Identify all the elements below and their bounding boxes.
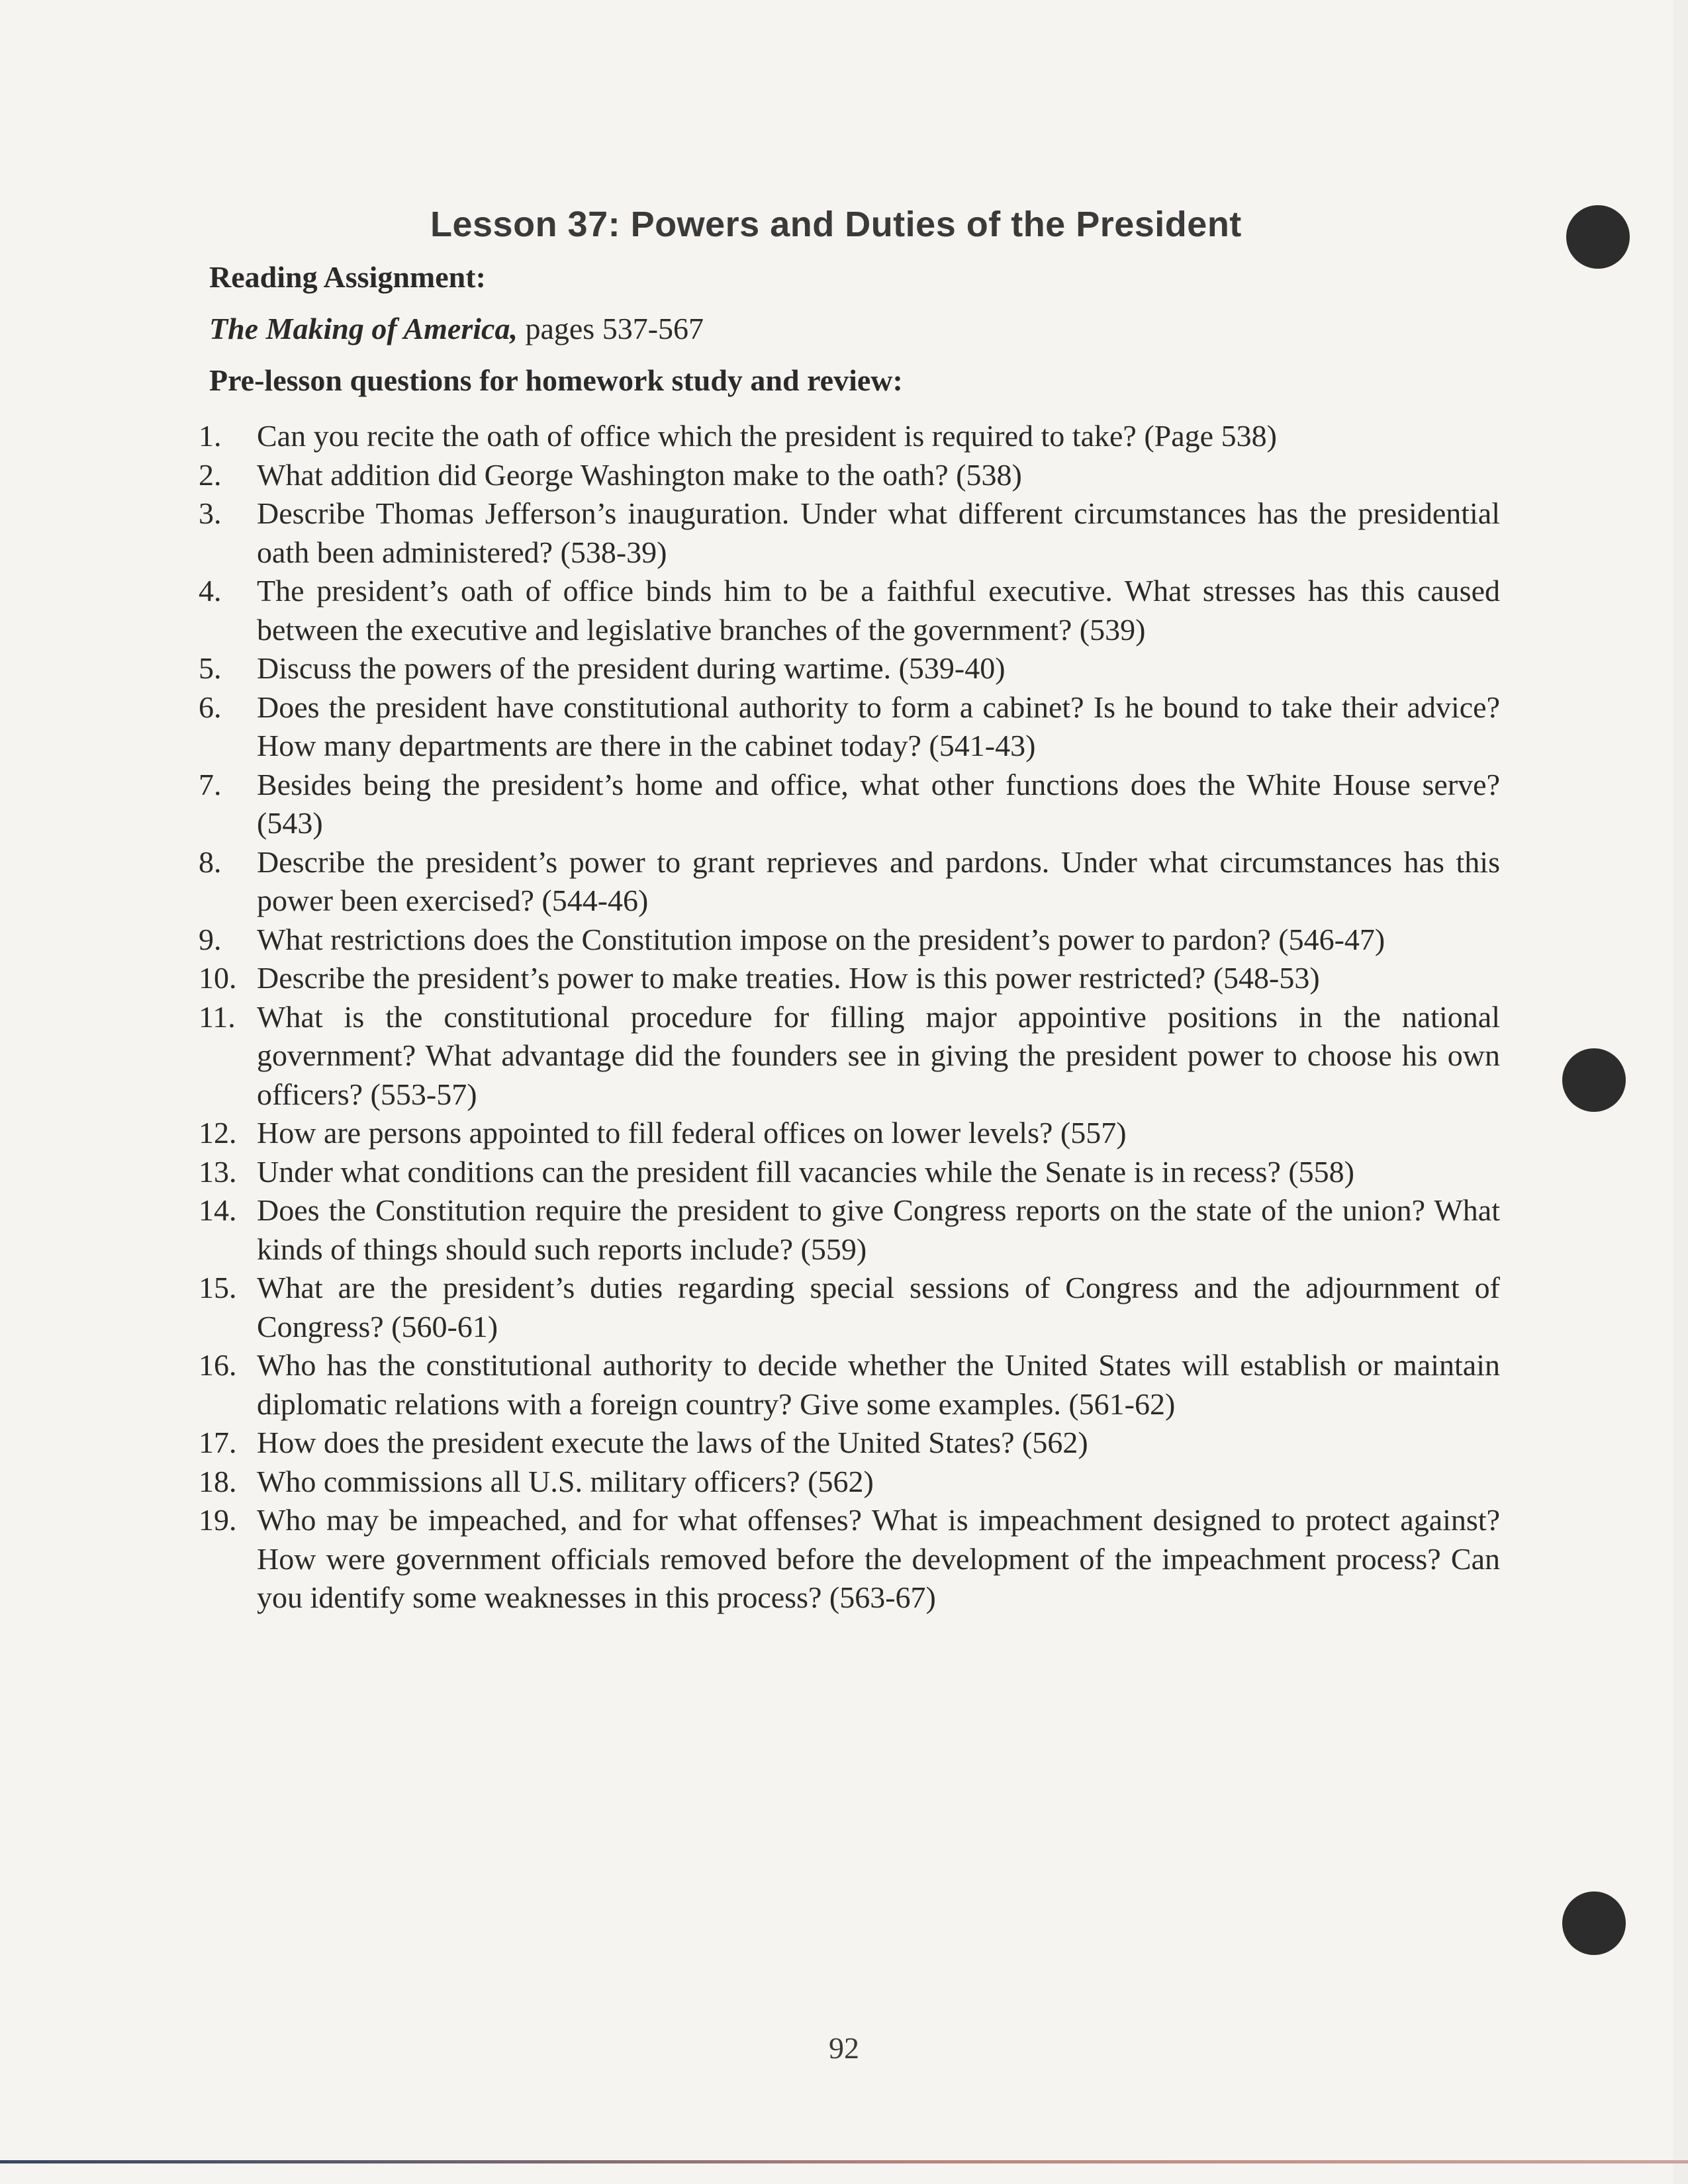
reading-assignment-heading: Reading Assignment:	[209, 260, 486, 294]
question-item	[199, 1269, 1500, 1346]
question-item	[199, 494, 1500, 572]
question-number: 6.	[199, 690, 222, 724]
question-item	[199, 688, 1500, 766]
question-item	[199, 572, 1500, 649]
question-item	[199, 959, 1500, 998]
question-text: Who may be impeached, and for what offenses? What is impeachment designed to protect against? How were government officials removed before the development of the impeachment process? Can you identify some weaknesses in this process? (563-67)	[257, 1503, 1500, 1614]
question-item	[199, 456, 1500, 495]
question-number: 1.	[199, 419, 222, 453]
question-text: Discuss the powers of the president during wartime. (539-40)	[257, 651, 1006, 685]
question-number: 5.	[199, 651, 222, 685]
question-item	[199, 1501, 1500, 1617]
question-number: 10.	[199, 961, 237, 995]
question-list	[199, 417, 1500, 1617]
binder-hole-middle	[1562, 1048, 1626, 1112]
question-item	[199, 1114, 1500, 1153]
question-text: How are persons appointed to fill federal offices on lower levels? (557)	[257, 1116, 1127, 1150]
question-text: Describe the president’s power to make treaties. How is this power restricted? (548-53)	[257, 961, 1320, 995]
question-text: Under what conditions can the president fill vacancies while the Senate is in recess? (558)	[257, 1154, 1354, 1189]
question-text: What are the president’s duties regarding special sessions of Congress and the adjournment of Congress? (560-61)	[257, 1271, 1500, 1343]
question-item	[199, 921, 1500, 960]
question-number: 12.	[199, 1116, 237, 1150]
question-item	[199, 417, 1500, 456]
question-text: Can you recite the oath of office which the president is required to take? (Page 538)	[257, 419, 1277, 453]
question-text: Does the president have constitutional authority to form a cabinet? Is he bound to take their advice? How many departments are there in the cabinet today? (541-43)	[257, 690, 1500, 762]
question-number: 14.	[199, 1193, 237, 1227]
question-text: What restrictions does the Constitution impose on the president’s power to pardon? (546-47)	[257, 922, 1385, 956]
page-range: pages 537-567	[525, 312, 704, 345]
binder-hole-bottom	[1562, 1891, 1626, 1955]
binder-hole-top	[1566, 205, 1630, 269]
question-number: 8.	[199, 844, 222, 879]
question-item	[199, 766, 1500, 843]
question-item	[199, 1346, 1500, 1424]
lesson-title: Lesson 37: Powers and Duties of the President	[430, 205, 1242, 244]
question-text: Who commissions all U.S. military officers? (562)	[257, 1464, 874, 1498]
question-number: 3.	[199, 496, 222, 530]
question-item	[199, 1463, 1500, 1502]
question-text: Besides being the president’s home and office, what other functions does the White House serve? (543)	[257, 767, 1500, 840]
reading-assignment-line	[209, 311, 704, 346]
question-item	[199, 998, 1500, 1115]
question-number: 2.	[199, 457, 222, 492]
question-number: 4.	[199, 574, 222, 608]
question-number: 17.	[199, 1426, 237, 1459]
question-number: 15.	[199, 1271, 237, 1304]
question-text: What is the constitutional procedure for filling major appointive positions in the national government? What advantage did the founders see in giving the president power to choose his own officers? (553-57)	[257, 999, 1500, 1111]
page-number: 92	[829, 2031, 859, 2065]
question-text: How does the president execute the laws of the United States? (562)	[257, 1426, 1088, 1459]
question-text: Describe Thomas Jefferson’s inauguration. Under what different circumstances has the presidential oath been administered? (538-39)	[257, 496, 1500, 569]
book-title: The Making of America,	[209, 312, 518, 345]
question-number: 16.	[199, 1348, 237, 1382]
prelesson-heading: Pre-lesson questions for homework study and review:	[209, 363, 903, 397]
question-text: Does the Constitution require the president to give Congress reports on the state of the union? What kinds of things should such reports include? (559)	[257, 1193, 1500, 1266]
question-number: 19.	[199, 1503, 237, 1537]
question-item	[199, 1153, 1500, 1192]
question-number: 11.	[199, 999, 236, 1034]
question-number: 18.	[199, 1464, 237, 1498]
question-text: What addition did George Washington make to the oath? (538)	[257, 457, 1022, 492]
question-text: The president’s oath of office binds him to be a faithful executive. What stresses has this caused between the executive and legislative branches of the government? (539)	[257, 574, 1500, 647]
question-number: 7.	[199, 767, 222, 801]
question-item	[199, 649, 1500, 688]
question-number: 9.	[199, 922, 222, 956]
question-item	[199, 843, 1500, 921]
question-text: Who has the constitutional authority to decide whether the United States will establish or maintain diplomatic relations with a foreign country? Give some examples. (561-62)	[257, 1348, 1500, 1421]
question-item	[199, 1424, 1500, 1463]
question-text: Describe the president’s power to grant reprieves and pardons. Under what circumstances has this power been exercised? (544-46)	[257, 844, 1500, 917]
scan-bottom-edge	[0, 2160, 1688, 2163]
question-number: 13.	[199, 1154, 237, 1189]
question-item	[199, 1191, 1500, 1269]
page-edge-shadow	[1673, 0, 1688, 2184]
